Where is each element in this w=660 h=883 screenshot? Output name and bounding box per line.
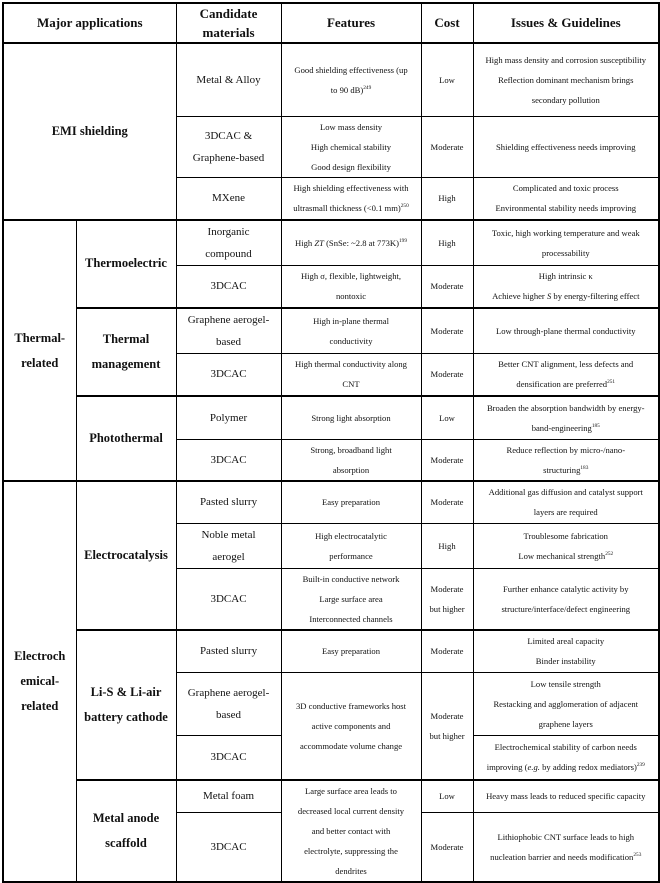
cell-candidate-mxene: MXene (176, 177, 281, 220)
cell-issues-polymer: Broaden the absorption bandwidth by energy- band-engineering$^{185}$ (473, 396, 659, 439)
cell-cost-mxene: High (421, 177, 473, 220)
table-row (3, 481, 659, 523)
cell-features-ec-pasted-slurry: Easy preparation (281, 481, 421, 523)
cell-features-te-3dcac: High σ, flexible, lightweight, nontoxic (281, 266, 421, 308)
cell-features-3dcac-graphene: Low mass density High chemical stability Good design flexibility (281, 116, 421, 177)
cell-features-ec-3dcac: Built-in conductive network Large surface area Interconnected channels (281, 568, 421, 630)
cell-candidate-ls-pasted-slurry: Pasted slurry (176, 630, 281, 673)
cell-candidate-ls-graphene-aerogel: Graphene aerogel- based (176, 673, 281, 736)
cell-app-emi-shielding: EMI shielding (3, 43, 176, 220)
cell-issues-pt-3dcac: Reduce reflection by micro-/nano- structuring$^{183}$ (473, 439, 659, 481)
cell-features-polymer: Strong light absorption (281, 396, 421, 439)
cell-candidate-te-3dcac: 3DCAC (176, 266, 281, 308)
table-row (3, 308, 659, 354)
cell-features-ls-merged: 3D conductive frameworks host active components and accommodate volume change (281, 673, 421, 780)
cell-features-metal-alloy: Good shielding effectiveness (up to 90 dB)$^{249}$ (281, 43, 421, 116)
cell-issues-metal-foam: Heavy mass leads to reduced specific capacity (473, 780, 659, 813)
cell-issues-noble-metal-aerogel: Troublesome fabrication Low mechanical strength$^{252}$ (473, 523, 659, 568)
cell-issues-ls-3dcac: Electrochemical stability of carbon needs improving (e.g. by adding redox mediators)$^{239}$ (473, 736, 659, 780)
cell-subapp-thermoelectric: Thermoelectric (76, 220, 176, 308)
cell-issues-tm-graphene-aerogel: Low through-plane thermal conductivity (473, 308, 659, 354)
cell-features-pt-3dcac: Strong, broadband light absorption (281, 439, 421, 481)
table-row (3, 220, 659, 266)
cell-candidate-ec-3dcac: 3DCAC (176, 568, 281, 630)
cell-issues-ma-3dcac: Lithiophobic CNT surface leads to high nucleation barrier and needs modification$^{253}$ (473, 812, 659, 881)
cell-candidate-inorganic-compound: Inorganic compound (176, 220, 281, 266)
cell-cost-3dcac-graphene: Moderate (421, 116, 473, 177)
col-header-cost: Cost (421, 3, 473, 43)
cell-issues-te-3dcac: High intrinsic κ Achieve higher S by energy-filtering effect (473, 266, 659, 308)
cell-features-inorganic-compound: High ZT (SnSe: ~2.8 at 773K)$^{199}$ (281, 220, 421, 266)
cell-cost-ls-pasted-slurry: Moderate (421, 630, 473, 673)
cell-subapp-photothermal: Photothermal (76, 396, 176, 481)
cell-candidate-ma-3dcac: 3DCAC (176, 812, 281, 881)
cell-issues-ec-3dcac: Further enhance catalytic activity by structure/interface/defect engineering (473, 568, 659, 630)
header-row (3, 3, 659, 43)
table-row (3, 630, 659, 673)
cell-subapp-electrocatalysis: Electrocatalysis (76, 481, 176, 630)
cell-issues-ls-pasted-slurry: Limited areal capacity Binder instability (473, 630, 659, 673)
cell-cost-ls-merged: Moderate but higher (421, 673, 473, 780)
table-row (3, 43, 659, 116)
cell-cost-metal-alloy: Low (421, 43, 473, 116)
cell-features-noble-metal-aerogel: High electrocatalytic performance (281, 523, 421, 568)
cell-cost-inorganic-compound: High (421, 220, 473, 266)
cell-candidate-3dcac-graphene: 3DCAC & Graphene-based (176, 116, 281, 177)
table-row (3, 396, 659, 439)
cell-candidate-tm-graphene-aerogel: Graphene aerogel- based (176, 308, 281, 354)
cell-cost-ec-pasted-slurry: Moderate (421, 481, 473, 523)
cell-candidate-metal-alloy: Metal & Alloy (176, 43, 281, 116)
col-header-candidate-materials: Candidate materials (176, 3, 281, 43)
cell-features-ma-merged: Large surface area leads to decreased local current density and better contact with electrolyte, suppressing the dendrites (281, 780, 421, 882)
cell-cost-tm-graphene-aerogel: Moderate (421, 308, 473, 354)
cell-issues-inorganic-compound: Toxic, high working temperature and weak processability (473, 220, 659, 266)
cell-issues-tm-3dcac: Better CNT alignment, less defects and densification are preferred$^{251}$ (473, 353, 659, 396)
cell-issues-ec-pasted-slurry: Additional gas diffusion and catalyst support layers are required (473, 481, 659, 523)
cell-cost-tm-3dcac: Moderate (421, 353, 473, 396)
materials-comparison-table (2, 2, 660, 883)
cell-cost-te-3dcac: Moderate (421, 266, 473, 308)
table-row (3, 780, 659, 813)
cell-subapp-metal-anode-scaffold: Metal anode scaffold (76, 780, 176, 882)
cell-candidate-tm-3dcac: 3DCAC (176, 353, 281, 396)
cell-issues-3dcac-graphene: Shielding effectiveness needs improving (473, 116, 659, 177)
cell-cost-noble-metal-aerogel: High (421, 523, 473, 568)
cell-features-mxene: High shielding effectiveness with ultrasmall thickness (<0.1 mm)$^{250}$ (281, 177, 421, 220)
col-header-major-applications: Major applications (3, 3, 176, 43)
cell-app-thermal-related: Thermal- related (3, 220, 76, 481)
cell-candidate-polymer: Polymer (176, 396, 281, 439)
cell-subapp-lis-liair-battery-cathode: Li-S & Li-air battery cathode (76, 630, 176, 780)
cell-cost-pt-3dcac: Moderate (421, 439, 473, 481)
cell-issues-ls-graphene-aerogel: Low tensile strength Restacking and agglomeration of adjacent graphene layers (473, 673, 659, 736)
cell-candidate-noble-metal-aerogel: Noble metal aerogel (176, 523, 281, 568)
cell-subapp-thermal-management: Thermal management (76, 308, 176, 397)
cell-issues-mxene: Complicated and toxic process Environmental stability needs improving (473, 177, 659, 220)
cell-features-ls-pasted-slurry: Easy preparation (281, 630, 421, 673)
cell-features-tm-graphene-aerogel: High in-plane thermal conductivity (281, 308, 421, 354)
cell-app-electrochemical-related: Electroch emical- related (3, 481, 76, 882)
cell-candidate-ec-pasted-slurry: Pasted slurry (176, 481, 281, 523)
cell-candidate-pt-3dcac: 3DCAC (176, 439, 281, 481)
cell-cost-ec-3dcac: Moderate but higher (421, 568, 473, 630)
cell-cost-polymer: Low (421, 396, 473, 439)
cell-candidate-metal-foam: Metal foam (176, 780, 281, 813)
cell-candidate-ls-3dcac: 3DCAC (176, 736, 281, 780)
cell-issues-metal-alloy: High mass density and corrosion susceptibility Reflection dominant mechanism brings secondary pollution (473, 43, 659, 116)
cell-cost-ma-3dcac: Moderate (421, 812, 473, 881)
cell-cost-metal-foam: Low (421, 780, 473, 813)
col-header-features: Features (281, 3, 421, 43)
col-header-issues-guidelines: Issues & Guidelines (473, 3, 659, 43)
cell-features-tm-3dcac: High thermal conductivity along CNT (281, 353, 421, 396)
